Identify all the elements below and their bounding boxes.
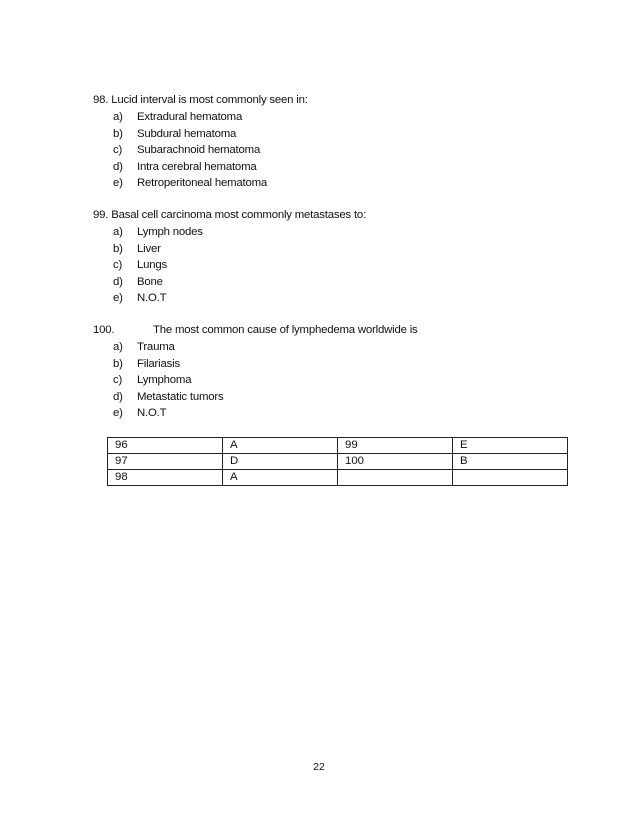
option-text: Lymph nodes [137, 226, 203, 238]
option-item [93, 142, 573, 159]
option-item [93, 224, 573, 241]
question-98 [93, 91, 573, 192]
option-item [93, 241, 573, 258]
option-text: Intra cerebral hematoma [137, 160, 257, 173]
option-text: Lungs [137, 259, 168, 271]
table-cell: 100 [338, 454, 453, 470]
table-row [108, 454, 568, 470]
option-letter: c) [113, 374, 123, 386]
option-list [93, 109, 573, 192]
option-text: N.O.T [137, 292, 167, 304]
option-item [93, 339, 573, 356]
page-number: 22 [313, 761, 325, 773]
option-text: Extradural hematoma [137, 111, 243, 123]
option-letter: c) [113, 259, 123, 271]
option-letter: a) [113, 226, 123, 238]
option-item [93, 175, 573, 192]
option-letter: a) [113, 111, 123, 123]
option-letter: d) [113, 160, 123, 173]
option-item [93, 290, 573, 307]
table-cell: 99 [338, 438, 453, 454]
question-100 [93, 321, 573, 422]
question-text: Basal cell carcinoma most commonly metastases to: [111, 209, 367, 221]
option-item [93, 356, 573, 373]
question-text: Lucid interval is most commonly seen in: [111, 94, 308, 106]
option-letter: c) [113, 144, 123, 156]
option-item [93, 274, 573, 291]
option-letter: b) [113, 127, 123, 140]
question-number: 98. [93, 94, 109, 106]
option-text: Metastatic tumors [137, 390, 224, 403]
answer-key-table [107, 437, 568, 486]
option-text: Bone [137, 275, 163, 288]
option-item [93, 126, 573, 143]
option-text: Lymphoma [137, 374, 192, 386]
table-cell: D [223, 454, 338, 470]
question-stem [93, 206, 573, 224]
option-text: Subarachnoid hematoma [137, 144, 261, 156]
question-stem [93, 91, 573, 109]
option-letter: d) [113, 390, 123, 403]
table-row [108, 470, 568, 486]
option-item [93, 159, 573, 176]
option-letter: b) [113, 242, 123, 255]
table-cell: A [223, 438, 338, 454]
option-item [93, 389, 573, 406]
option-letter: a) [113, 341, 123, 353]
table-cell [338, 470, 453, 486]
question-stem [93, 321, 573, 339]
option-item [93, 405, 573, 422]
option-letter: b) [113, 357, 123, 370]
option-text: Liver [137, 242, 161, 255]
option-list [93, 224, 573, 307]
option-item [93, 372, 573, 389]
option-text: Filariasis [137, 357, 180, 370]
table-cell: 97 [108, 454, 223, 470]
option-text: Retroperitoneal hematoma [137, 177, 268, 189]
option-item [93, 257, 573, 274]
option-letter: e) [113, 177, 123, 189]
option-letter: d) [113, 275, 123, 288]
option-text: Trauma [137, 341, 175, 353]
option-text: N.O.T [137, 407, 167, 419]
table-cell: A [223, 470, 338, 486]
table-cell [453, 470, 568, 486]
option-letter: e) [113, 292, 123, 304]
option-letter: e) [113, 407, 123, 419]
table-row [108, 438, 568, 454]
option-item [93, 109, 573, 126]
table-cell: E [453, 438, 568, 454]
option-list [93, 339, 573, 422]
question-99 [93, 206, 573, 307]
question-text: The most common cause of lymphedema worldwide is [153, 324, 418, 336]
option-text: Subdural hematoma [137, 127, 237, 140]
table-cell: 98 [108, 470, 223, 486]
table-cell: 96 [108, 438, 223, 454]
table-cell: B [453, 454, 568, 470]
question-number: 99. [93, 209, 109, 221]
question-number: 100. [93, 324, 115, 336]
